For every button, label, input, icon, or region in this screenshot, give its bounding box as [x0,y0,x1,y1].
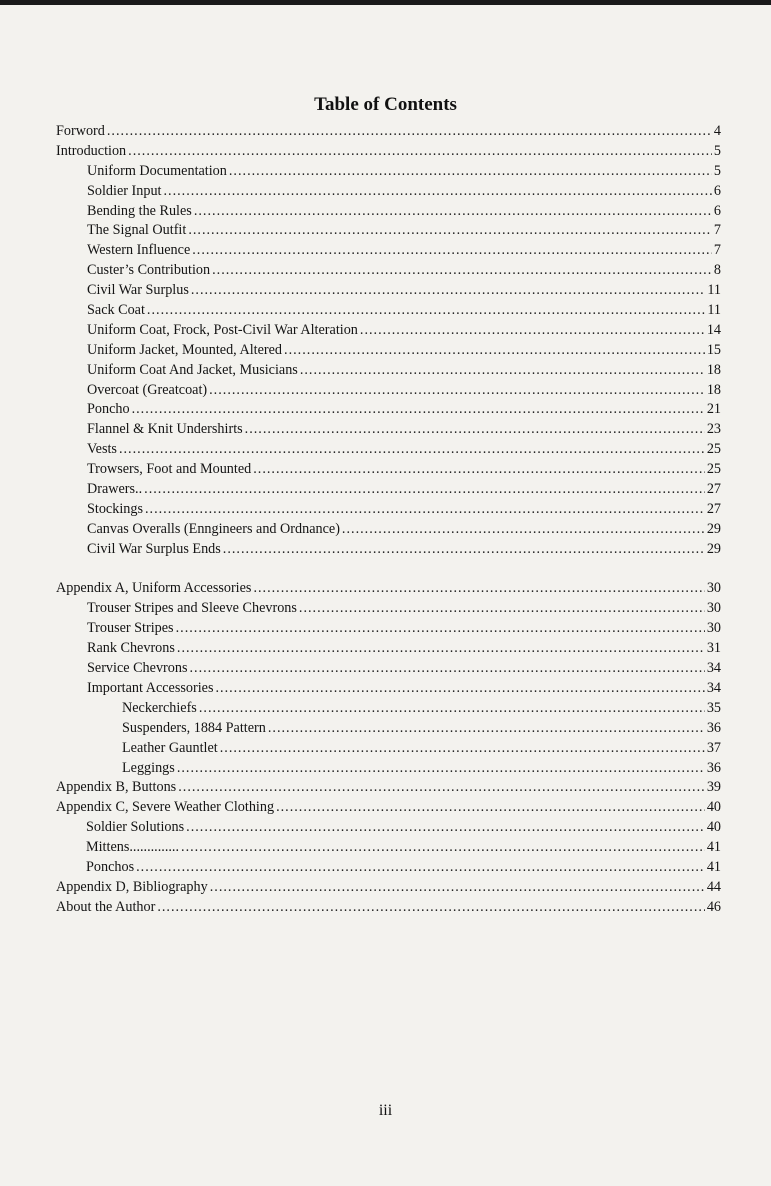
toc-entry [56,281,721,301]
toc-entry-title: Overcoat (Greatcoat) [87,381,208,398]
toc-entry-page: 29 [706,540,721,557]
toc-entry-page: 11 [707,302,721,319]
toc-entry-title: Appendix D, Bibliography [56,878,208,895]
dot-leader [342,520,705,540]
toc-entry [56,540,721,560]
toc-entry [56,221,721,241]
toc-entry-page: 37 [706,739,721,756]
toc-entry [56,798,721,818]
dot-leader [245,420,705,440]
dot-leader [144,480,705,500]
dot-leader [107,122,712,142]
dot-leader [119,440,705,460]
toc-entry-title: Canvas Overalls (Enngineers and Ordnance) [87,520,340,537]
toc-entry-page: 41 [706,858,721,875]
toc-entry-page: 8 [713,262,721,279]
page-title: Table of Contents [314,94,457,115]
dot-leader [194,202,712,222]
toc-entry-title: Leather Gauntlet [122,739,218,756]
toc-entry-page: 30 [706,580,721,597]
dot-leader [300,361,705,381]
toc-entry-page: 23 [706,421,721,438]
toc-entry-page: 7 [713,222,721,239]
toc-entry-page: 21 [706,401,721,418]
dot-leader [223,540,705,560]
toc-entry-title: Uniform Documentation [87,162,227,179]
toc-entry [56,460,721,480]
toc-entry [56,480,721,500]
toc-entry-page: 6 [713,182,721,199]
toc-entry [56,400,721,420]
dot-leader [177,639,705,659]
toc-entry-title: Uniform Coat, Frock, Post-Civil War Alteration [87,321,358,338]
toc-entry-title: Poncho [87,401,130,418]
toc-entry-title: Introduction [56,142,127,159]
toc-entry-page: 4 [713,123,721,139]
dot-leader [209,381,705,401]
toc-entry-page: 30 [706,620,721,637]
toc-entry-title: Sack Coat [87,302,145,319]
toc-entry [56,778,721,798]
toc-entry [56,202,721,222]
toc-entry-title: Bending the Rules [87,202,192,219]
toc-entry [56,659,721,679]
toc-entry-title: Ponchos [86,858,135,875]
toc-entry [56,261,721,281]
toc-entry [56,579,721,599]
toc-entry [56,898,721,918]
toc-entry-title: Appendix B, Buttons [56,779,177,796]
toc-entry [56,142,721,162]
toc-entry-title: Service Chevrons [87,660,188,677]
toc-entry-title: Custer’s Contribution [87,262,211,279]
dot-leader [268,719,705,739]
toc-entry [56,639,721,659]
toc-entry-page: 30 [706,600,721,617]
toc-entry-title: Soldier Solutions [86,819,185,836]
toc-entry-title: Soldier Input [87,182,162,199]
toc-entry-page: 5 [713,162,721,179]
toc-entry-title: Forword [56,123,105,139]
toc-entry-page: 5 [713,142,721,159]
toc-entry-title: Appendix C, Severe Weather Clothing [56,799,275,816]
toc-entry-title: Vests [87,441,117,458]
toc-entry-title: Trouser Stripes and Sleeve Chevrons [87,600,297,617]
toc-entry-page: 25 [706,461,721,478]
dot-leader [215,679,704,699]
toc-entry [56,361,721,381]
toc-entry-title: Civil War Surplus [87,282,189,299]
toc-entry [56,520,721,540]
toc-entry [56,699,721,719]
dot-leader [132,400,705,420]
toc-entry-page: 25 [706,441,721,458]
toc-entry-page: 18 [706,381,721,398]
dot-leader [360,321,705,341]
toc-entry [56,420,721,440]
dot-leader [191,281,705,301]
toc-entry [56,162,721,182]
toc-entry-page: 35 [706,699,721,716]
toc-entry-title: Trouser Stripes [87,620,174,637]
toc-entry-title: About the Author [56,898,156,915]
toc-entry-title: Important Accessories [87,679,214,696]
toc-entry-page: 31 [706,640,721,657]
toc-entry-title: Suspenders, 1884 Pattern [122,719,266,736]
toc-entry [56,759,721,779]
dot-leader [163,182,711,202]
toc-entry-title: Western Influence [87,242,191,259]
toc-entry-page: 46 [706,898,721,915]
toc-entry [56,182,721,202]
toc-entry-page: 41 [706,839,721,856]
toc-entry [56,500,721,520]
toc-entry-title: Neckerchiefs [122,699,197,716]
dot-leader [212,261,712,281]
toc-entry-title: Civil War Surplus Ends [87,540,221,557]
dot-leader [181,838,705,858]
toc-entry-page: 40 [706,799,721,816]
toc-entry-title: Appendix A, Uniform Accessories [56,580,252,597]
dot-leader [176,619,705,639]
toc-entry-page: 27 [706,500,721,517]
dot-leader [199,699,705,719]
dot-leader [128,142,712,162]
page-number: iii [378,1102,393,1119]
toc-entry-title: Leggings [122,759,175,776]
dot-leader [253,460,705,480]
toc-entry-page: 34 [706,660,721,677]
toc-entry-page: 29 [706,520,721,537]
toc-entry-title: The Signal Outfit [87,222,187,239]
table-of-contents [56,122,721,918]
toc-entry [56,838,721,858]
toc-entry-page: 11 [707,282,721,299]
dot-leader [157,898,705,918]
dot-leader [136,858,705,878]
toc-entry-page: 36 [706,719,721,736]
dot-leader [229,162,712,182]
dot-leader [188,221,712,241]
dot-leader [276,798,705,818]
toc-entry-page: 18 [706,361,721,378]
toc-entry [56,341,721,361]
dot-leader [253,579,704,599]
dot-leader [177,759,705,779]
dot-leader [145,500,705,520]
toc-entry-title: Rank Chevrons [87,640,175,657]
toc-entry-page: 7 [713,242,721,259]
toc-entry [56,440,721,460]
toc-entry [56,321,721,341]
toc-entry-page: 14 [706,321,721,338]
toc-entry-page: 15 [706,341,721,358]
toc-entry-page: 36 [706,759,721,776]
dot-leader [186,818,705,838]
dot-leader [189,659,704,679]
toc-entry-page: 44 [706,878,721,895]
toc-entry [56,739,721,759]
dot-leader [220,739,705,759]
toc-entry-title: Drawers.. [87,481,143,498]
toc-entry [56,599,721,619]
dot-leader [192,241,712,261]
toc-entry-title: Trowsers, Foot and Mounted [87,461,252,478]
toc-entry [56,381,721,401]
dot-leader [210,878,705,898]
toc-entry-title: Uniform Jacket, Mounted, Altered [87,341,283,358]
toc-entry-page: 6 [713,202,721,219]
toc-entry [56,619,721,639]
dot-leader [299,599,705,619]
dot-leader [178,778,705,798]
toc-entry-title: Stockings [87,500,143,517]
dot-leader [284,341,705,361]
book-page [0,5,771,1186]
dot-leader [147,301,705,321]
toc-entry [56,241,721,261]
toc-entry-page: 39 [706,779,721,796]
toc-entry-page: 34 [706,679,721,696]
toc-entry [56,858,721,878]
toc-entry [56,679,721,699]
toc-entry-title: Uniform Coat And Jacket, Musicians [87,361,298,378]
toc-entry [56,719,721,739]
toc-entry [56,878,721,898]
toc-entry-title: Mittens.............. [86,839,180,856]
toc-entry [56,818,721,838]
toc-entry [56,122,721,142]
toc-entry-page: 27 [706,481,721,498]
toc-entry-page: 40 [706,819,721,836]
toc-entry-title: Flannel & Knit Undershirts [87,421,243,438]
toc-entry [56,301,721,321]
